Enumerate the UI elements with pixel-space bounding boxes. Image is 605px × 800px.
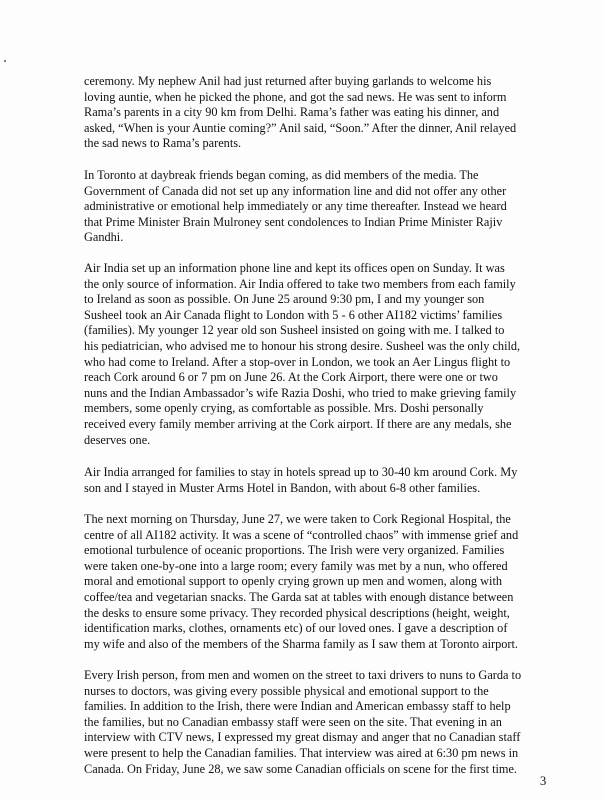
text-line: Every Irish person, from men and women on the street to taxi drivers to nuns to Garda to: [84, 668, 522, 682]
text-line: Gandhi.: [84, 230, 124, 245]
paragraph-anil-relays-news: [84, 74, 546, 152]
paragraph-hotels-around-cork: [84, 465, 546, 496]
text-line: families. In addition to the Irish, there were Indian and American embassy staff to help: [84, 699, 511, 714]
text-line: the sad news to Rama’s parents.: [84, 136, 242, 151]
text-line: son and I stayed in Muster Arms Hotel in Bandon, with about 6-8 other families.: [84, 480, 481, 495]
text-line: loving auntie, when he picked the phone, and got the sad news. He was sent to inform: [84, 89, 507, 104]
text-line: moral and emotional support to openly crying grown up men and women, along with: [84, 574, 503, 589]
text-line: that Prime Minister Brain Mulroney sent condolences to Indian Prime Minister Rajiv: [84, 214, 503, 229]
text-line: members, some openly crying, as comfortable as possible. Mrs. Doshi personally: [84, 401, 484, 416]
paragraph-cork-regional-hospital: [84, 512, 546, 652]
text-line: his pediatrician, who advised me to honour his strong desire. Susheel was the only child,: [84, 338, 521, 353]
text-line: Air India arranged for families to stay in hotels spread up to 30-40 km around Cork. My: [84, 465, 518, 479]
text-line: In Toronto at daybreak friends began coming, as did members of the media. The: [84, 168, 479, 182]
paragraph-irish-support: [84, 668, 546, 777]
text-line: the only source of information. Air India offered to take two members from each family: [84, 276, 516, 291]
text-line: emotional turbulence of oceanic proportions. The Irish were very organized. Families: [84, 543, 505, 558]
paragraph-air-india-info-line: [84, 261, 546, 448]
scan-speck: [4, 60, 6, 62]
text-line: deserves one.: [84, 432, 151, 447]
text-line: interview with CTV news, I expressed my great dismay and anger that no Canadian staff: [84, 730, 521, 745]
text-line: my wife and also of the members of the Sharma family as I saw them at Toronto airport.: [84, 636, 518, 651]
text-line: were present to help the Canadian families. That interview was aired at 6:30 pm news in: [84, 745, 519, 760]
text-line: received every family member arriving at the Cork airport. If there are any medals, she: [84, 416, 512, 431]
text-line: who had come to Ireland. After a stop-over in London, we took an Aer Lingus flight to: [84, 354, 511, 369]
text-line: Susheel took an Air Canada flight to London with 5 - 6 other AI182 victims’ families: [84, 307, 503, 322]
text-line: Canada. On Friday, June 28, we saw some Canadian officials on scene for the first time.: [84, 761, 518, 776]
text-line: (families). My younger 12 year old son Susheel insisted on going with me. I talked to: [84, 323, 505, 338]
text-line: administrative or emotional help immediately or any time thereafter. Instead we heard: [84, 199, 507, 214]
text-line: identification marks, clothes, ornaments etc) of our loved ones. I gave a description of: [84, 621, 508, 636]
text-line: asked, “When is your Auntie coming?” Anil said, “Soon.” After the dinner, Anil relayed: [84, 120, 517, 135]
text-line: nurses to doctors, was giving every possible physical and emotional support to the: [84, 683, 489, 698]
text-line: Government of Canada did not set up any information line and did not offer any other: [84, 183, 507, 198]
text-line: to Ireland as soon as possible. On June 25 around 9:30 pm, I and my younger son: [84, 292, 485, 307]
text-line: Rama’s parents in a city 90 km from Delhi. Rama’s father was eating his dinner, and: [84, 105, 500, 120]
text-line: nuns and the Indian Ambassador’s wife Razia Doshi, who tried to make grieving family: [84, 385, 517, 400]
page-number: 3: [540, 774, 547, 788]
text-line: Air India set up an information phone line and kept its offices open on Sunday. It was: [84, 261, 505, 275]
text-line: reach Cork around 6 or 7 pm on June 26. At the Cork Airport, there were one or two: [84, 370, 498, 385]
text-line: centre of all AI182 activity. It was a scene of “controlled chaos” with immense grief and: [84, 527, 519, 542]
text-line: coffee/tea and vegetarian snacks. The Garda sat at tables with enough distance between: [84, 589, 514, 604]
text-line: The next morning on Thursday, June 27, we were taken to Cork Regional Hospital, the: [84, 512, 511, 526]
text-line: the families, but no Canadian embassy staff were seen on the site. That evening in an: [84, 714, 502, 729]
text-line: were taken one-by-one into a large room; every family was met by a nun, who offered: [84, 558, 508, 573]
text-line: ceremony. My nephew Anil had just returned after buying garlands to welcome his: [84, 74, 492, 88]
text-line: the desks to ensure some privacy. They recorded physical descriptions (height, weight,: [84, 605, 510, 620]
paragraph-toronto-daybreak: [84, 168, 546, 246]
